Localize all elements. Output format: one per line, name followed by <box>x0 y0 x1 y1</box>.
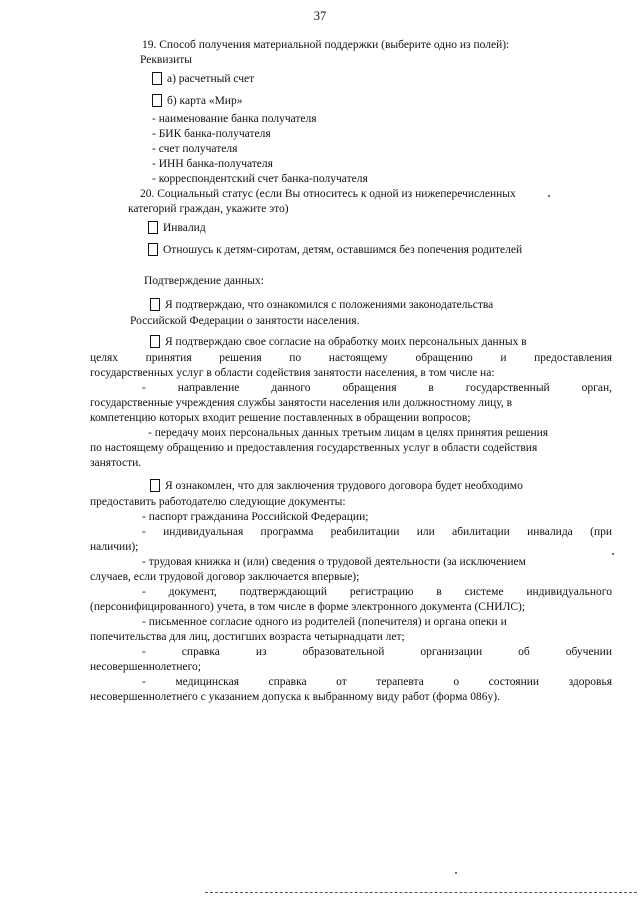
document-item: несовершеннолетнего с указанием допуска к выбранному виду работ (форма 086у). <box>90 691 500 703</box>
scan-bottom-rule <box>205 892 637 893</box>
section20-title: 20. Социальный статус (если Вы относитесь к одной из нижеперечисленных <box>140 188 516 200</box>
bank-field-line: - корреспондентский счет банка-получателя <box>152 173 368 185</box>
document-item: - индивидуальная программа реабилитации или абилитации инвалида (при <box>142 526 612 538</box>
form-content <box>90 38 612 705</box>
acknowledge-documents-checkbox[interactable] <box>150 479 160 492</box>
document-item: попечительства для лиц, достигших возраста четырнадцати лет; <box>90 631 405 643</box>
document-item: (персонифицированного) учета, в том числе в форме электронного документа (СНИЛС); <box>90 601 526 613</box>
status-orphan-row[interactable] <box>90 239 612 261</box>
document-item: наличии); <box>90 541 139 553</box>
option-account-row[interactable] <box>90 68 612 90</box>
document-item: - паспорт гражданина Российской Федерации; <box>142 511 369 523</box>
requisites-label: Реквизиты <box>140 54 192 66</box>
consent-text-line: компетенцию которых входит решение поставленных в обращении вопросов; <box>90 412 471 424</box>
consent-text-line: государственные учреждения службы занятости населения или должностному лицу, в <box>90 397 513 409</box>
consent-text: Я подтверждаю свое согласие на обработку моих персональных данных в <box>165 336 527 348</box>
option-card-label: б) карта «Мир» <box>167 95 243 107</box>
consent-text-line: по настоящему обращению и предоставления государственных услуг в области содействия <box>90 442 538 454</box>
option-account-checkbox[interactable] <box>152 72 162 85</box>
section20-title-cont: категорий граждан, укажите это) <box>128 203 289 215</box>
scan-speck <box>612 553 614 555</box>
consent-text-line: - передачу моих персональных данных третьим лицам в целях принятия решения <box>148 427 549 439</box>
document-item: - документ, подтверждающий регистрацию в системе индивидуального <box>142 586 612 598</box>
document-item: - справка из образовательной организации об обучении <box>142 646 612 658</box>
option-card-checkbox[interactable] <box>152 94 162 107</box>
confirm-law-text: Я подтверждаю, что ознакомился с положениями законодательства <box>165 299 494 311</box>
document-item: - медицинская справка от терапевта о состоянии здоровья <box>142 676 612 688</box>
bank-field-line: - наименование банка получателя <box>152 113 317 125</box>
confirmation-heading: Подтверждение данных: <box>144 275 264 287</box>
document-item: несовершеннолетнего; <box>90 661 201 673</box>
consent-text-line: государственных услуг в области содействия занятости населения, в том числе на: <box>90 367 495 379</box>
document-item: - трудовая книжка и (или) сведения о трудовой деятельности (за исключением <box>142 556 526 568</box>
bank-field-line: - ИНН банка-получателя <box>152 158 273 170</box>
bank-field-line: - счет получателя <box>152 143 238 155</box>
consent-personal-data-checkbox[interactable] <box>150 335 160 348</box>
document-item: - письменное согласие одного из родителей (попечителя) и органа опеки и <box>142 616 507 628</box>
scan-speck <box>548 195 550 197</box>
option-card-row[interactable] <box>90 90 612 112</box>
acknowledge-documents-row[interactable] <box>90 477 612 495</box>
confirm-law-row[interactable] <box>90 296 612 314</box>
consent-personal-data-row[interactable] <box>90 333 612 351</box>
status-invalid-label: Инвалид <box>163 222 206 234</box>
section19-title: 19. Способ получения материальной поддержки (выберите одно из полей): <box>142 39 510 51</box>
document-item: случаев, если трудовой договор заключается впервые); <box>90 571 360 583</box>
confirm-law-text-cont: Российской Федерации о занятости населения. <box>130 315 360 327</box>
option-account-label: а) расчетный счет <box>167 73 255 85</box>
page-number: 37 <box>313 9 327 23</box>
consent-text-line: целях принятия решения по настоящему обращению и предоставления <box>90 352 612 364</box>
status-invalid-checkbox[interactable] <box>148 221 158 234</box>
acknowledge-text: Я ознакомлен, что для заключения трудового договора будет необходимо <box>165 480 523 492</box>
status-orphan-label: Отношусь к детям-сиротам, детям, оставшимся без попечения родителей <box>163 244 523 256</box>
bank-field-line: - БИК банка-получателя <box>152 128 271 140</box>
consent-text-line: занятости. <box>90 457 142 469</box>
scan-speck <box>455 872 457 874</box>
acknowledge-text-cont: предоставить работодателю следующие документы: <box>90 496 346 508</box>
status-orphan-checkbox[interactable] <box>148 243 158 256</box>
status-invalid-row[interactable] <box>90 217 612 239</box>
confirm-law-checkbox[interactable] <box>150 298 160 311</box>
consent-text-line: - направление данного обращения в государственный орган, <box>142 382 612 394</box>
